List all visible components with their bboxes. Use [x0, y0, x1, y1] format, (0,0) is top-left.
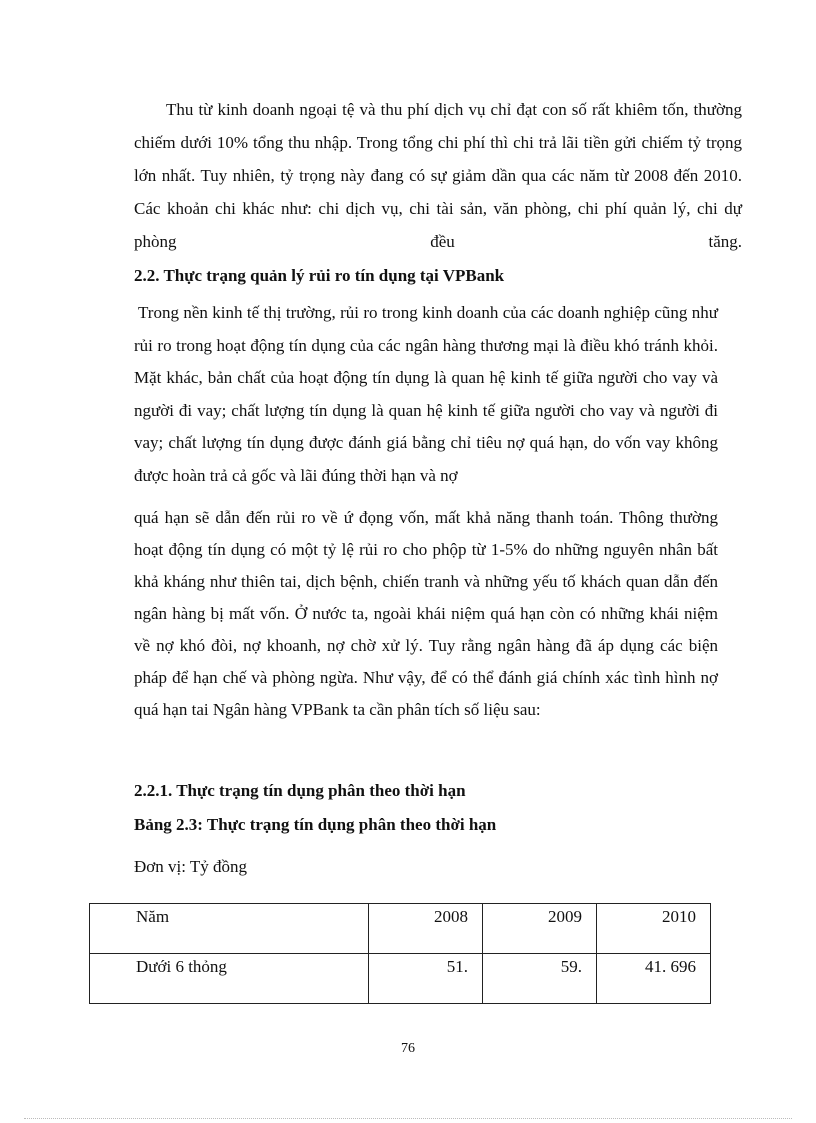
- page-number: 76: [401, 1041, 415, 1056]
- table-header-row: [90, 904, 711, 954]
- table-header-cell: Năm: [90, 904, 369, 954]
- page-bottom-divider: [24, 1118, 792, 1119]
- table-cell: 51.: [368, 954, 482, 1004]
- paragraph-income: Thu từ kinh doanh ngoại tệ và thu phí dịch vụ chỉ đạt con số rất khiêm tốn, thường chiếm dưới 10% tổng thu nhập. Trong tổng chi phí thì chi trả lãi tiền gửi chiếm tỷ trọng lớn nhất. Tuy nhiên, tỷ trọng này đang có sự giảm dần qua các năm từ 2008 đến 2010. Các khoản chi khác như: chi dịch vụ, chi tài sản, văn phòng, chi phí quản lý, chi dự phòng đều tăng.: [134, 100, 742, 251]
- paragraph-overdue-debt: quá hạn sẽ dẫn đến rủi ro về ứ đọng vốn, mất khả năng thanh toán. Thông thường hoạt động tín dụng có một tỷ lệ rủi ro cho phộp từ 1-5% do những nguyên nhân bất khả kháng như thiên tai, dịch bệnh, chiến tranh và những yếu tố khách quan dẫn đến ngân hàng bị mất vốn. Ở nước ta, ngoài khái niệm quá hạn còn có những khái niệm về nợ khó đòi, nợ khoanh, nợ chờ xử lý. Tuy rằng ngân hàng đã áp dụng các biện pháp để hạn chế và phòng ngừa. Như vậy, để có thể đánh giá chính xác tình hình nợ quá hạn tai Ngân hàng VPBank ta cần phân tích số liệu sau:: [134, 508, 718, 719]
- table-cell: 41. 696: [596, 954, 710, 1004]
- table-header-cell: 2008: [368, 904, 482, 954]
- section-heading: 2.2. Thực trạng quản lý rủi ro tín dụng tại VPBank: [134, 266, 505, 285]
- table-caption: Bảng 2.3: Thực trạng tín dụng phân theo thời hạn: [134, 815, 497, 834]
- subsection-heading: 2.2.1. Thực trạng tín dụng phân theo thời hạn: [134, 781, 466, 800]
- table-cell: Dưới 6 thỏng: [90, 954, 369, 1004]
- table-header-cell: 2010: [596, 904, 710, 954]
- credit-term-table: [89, 903, 711, 1004]
- table-row: [90, 954, 711, 1004]
- table-header-cell: 2009: [482, 904, 596, 954]
- unit-label: Đơn vị: Tỷ đồng: [134, 857, 248, 876]
- paragraph-credit-risk: Trong nền kinh tế thị trường, rủi ro trong kinh doanh của các doanh nghiệp cũng như rủi ro trong hoạt động tín dụng của các ngân hàng thương mại là điều khó tránh khỏi. Mặt khác, bản chất của hoạt động tín dụng là quan hệ kinh tế giữa người cho vay và người đi vay; chất lượng tín dụng là quan hệ kinh tế giữa người cho vay và người đi vay; chất lượng tín dụng được đánh giá bằng chỉ tiêu nợ quá hạn, do vốn vay không được hoàn trả cả gốc và lãi đúng thời hạn và nợ: [134, 303, 718, 485]
- table-cell: 59.: [482, 954, 596, 1004]
